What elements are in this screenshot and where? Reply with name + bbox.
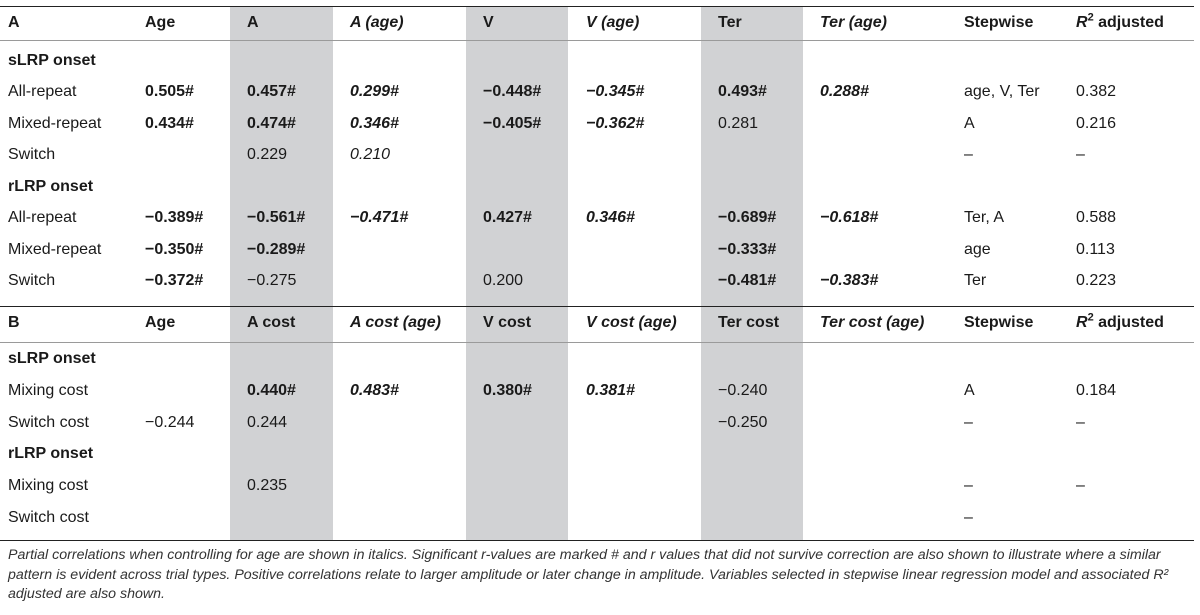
table-cell: 0.381# (586, 382, 635, 399)
table-cell: 0.380# (483, 382, 532, 399)
row-label: Mixed-repeat (8, 241, 102, 258)
row-label: Switch (8, 146, 56, 163)
table-cell: −0.333# (718, 241, 777, 258)
table-cell: −0.481# (718, 272, 777, 289)
table-cell: −0.240 (718, 382, 768, 399)
table-cell: −0.689# (718, 209, 777, 226)
table-cell: 0.434# (145, 115, 194, 132)
table-cell: −0.289# (247, 241, 306, 258)
table-cell: −0.362# (586, 115, 645, 132)
table-cell: age (964, 241, 991, 258)
table-cell: 0.200 (483, 272, 524, 289)
column-header: $R^2$ adjusted (1076, 311, 1164, 331)
table-cell: age, V, Ter (964, 83, 1040, 100)
table-cell: A (964, 382, 975, 399)
section-title: rLRP onset (8, 178, 94, 195)
table-cell: 0.216 (1076, 115, 1117, 132)
table-cell: – (964, 146, 973, 163)
row-label: Switch cost (8, 509, 89, 526)
row-label: Mixing cost (8, 477, 89, 494)
table-cell: −0.383# (820, 272, 879, 289)
table-cell: −0.405# (483, 115, 542, 132)
table-cell: 0.427# (483, 209, 532, 226)
column-header: A cost (247, 314, 296, 331)
table-cell: 0.483# (350, 382, 399, 399)
column-header: V cost (483, 314, 532, 331)
table-cell: −0.244 (145, 414, 195, 431)
section-title: sLRP onset (8, 52, 96, 69)
table-cell: – (1076, 414, 1085, 431)
table-cell: 0.457# (247, 83, 296, 100)
table-cell: −0.448# (483, 83, 542, 100)
table-cell: 0.229 (247, 146, 288, 163)
row-label: All-repeat (8, 209, 77, 226)
column-header: A (247, 14, 259, 31)
column-header: A (age) (350, 14, 404, 31)
table-cell: 0.281 (718, 115, 759, 132)
table-cell: 0.346# (586, 209, 635, 226)
table-footnote: Partial correlations when controlling for age are shown in italics. Significant r-values are marked # and r values that did not survive correction are also shown to illustrate where a similar pattern is evident across trial types. Positive correlations relate to larger amplitude or later change in amplitude. Variables selected in stepwise linear regression model and associated R² adjusted are also shown. (8, 547, 1169, 602)
table-cell: −0.250 (718, 414, 768, 431)
column-header: Stepwise (964, 14, 1034, 31)
table-cell: 0.235 (247, 477, 288, 494)
table-cell: – (964, 414, 973, 431)
section-title: rLRP onset (8, 445, 94, 462)
table-cell: 0.288# (820, 83, 869, 100)
bottom-rule (0, 540, 1194, 541)
row-label: Switch cost (8, 414, 89, 431)
table-cell: 0.244 (247, 414, 288, 431)
top-rule (0, 6, 1194, 7)
table-cell: 0.474# (247, 115, 296, 132)
column-header: B (8, 314, 20, 331)
table-cell: 0.184 (1076, 382, 1117, 399)
table-cell: – (964, 509, 973, 526)
table-cell: 0.382 (1076, 83, 1117, 100)
column-header: V (age) (586, 14, 640, 31)
table-cell: A (964, 115, 975, 132)
table-cell: – (1076, 146, 1085, 163)
table-cell: 0.113 (1076, 241, 1115, 258)
table-cell: 0.505# (145, 83, 194, 100)
column-header: A (8, 14, 20, 31)
column-header: Ter cost (718, 314, 780, 331)
table-cell: −0.389# (145, 209, 204, 226)
header-rule-b (0, 342, 1194, 343)
table-cell: 0.493# (718, 83, 767, 100)
column-header: Age (145, 14, 176, 31)
column-header: $R^2$ adjusted (1076, 11, 1164, 31)
table-cell: −0.372# (145, 272, 204, 289)
row-label: Mixed-repeat (8, 115, 102, 132)
table-cell: – (964, 477, 973, 494)
column-header: V cost (age) (586, 314, 677, 331)
table-cell: 0.210 (350, 146, 391, 163)
table-cell: 0.346# (350, 115, 399, 132)
column-header: A cost (age) (350, 314, 441, 331)
table-cell: 0.223 (1076, 272, 1117, 289)
table-cell: −0.345# (586, 83, 645, 100)
table-cell: 0.299# (350, 83, 399, 100)
column-header: Ter (age) (820, 14, 887, 31)
column-header: Ter (718, 14, 742, 31)
row-label: All-repeat (8, 83, 77, 100)
column-header: Stepwise (964, 314, 1034, 331)
table-cell: Ter, A (964, 209, 1005, 226)
table-cell: Ter (964, 272, 987, 289)
section-title: sLRP onset (8, 350, 96, 367)
row-label: Switch (8, 272, 56, 289)
table-cell: – (1076, 477, 1085, 494)
table-cell: −0.471# (350, 209, 409, 226)
column-header: Ter cost (age) (820, 314, 925, 331)
row-label: Mixing cost (8, 382, 89, 399)
column-header: Age (145, 314, 176, 331)
header-rule-a (0, 40, 1194, 41)
table-cell: −0.350# (145, 241, 204, 258)
table-cell: −0.561# (247, 209, 306, 226)
table-cell: −0.618# (820, 209, 879, 226)
column-header: V (483, 14, 494, 31)
table-cell: −0.275 (247, 272, 297, 289)
table-cell: 0.588 (1076, 209, 1117, 226)
panel-divider (0, 306, 1194, 307)
table-cell: 0.440# (247, 382, 296, 399)
